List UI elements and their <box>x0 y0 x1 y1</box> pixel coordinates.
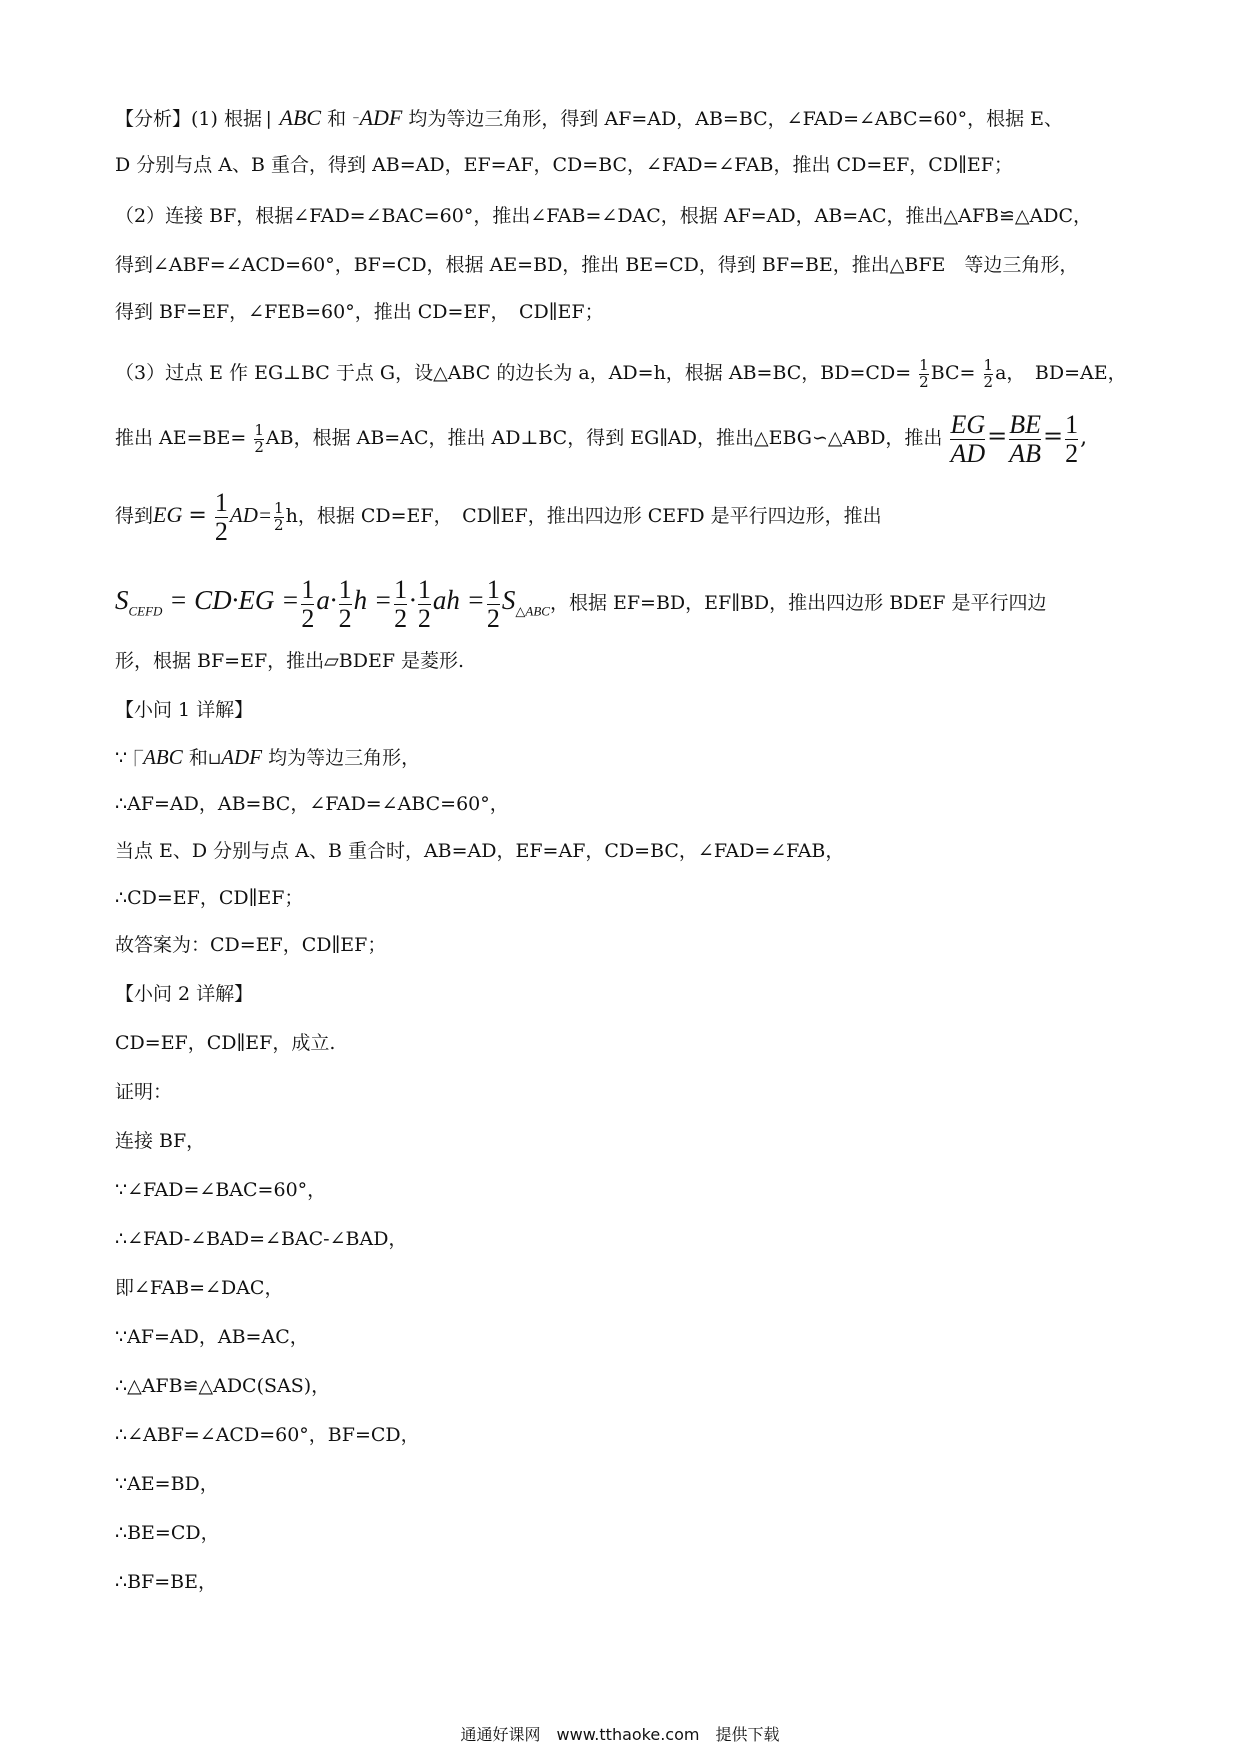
analysis-text: ，根据 EF=BD，EF∥BD，推出四边形 BDEF 是平行四边 <box>549 592 1047 614</box>
fraction-one-half-large: $\frac{1}{2}$ <box>1065 410 1079 468</box>
math-eg: EG <box>153 502 183 527</box>
analysis-text: AB，根据 AB=AC，推出 AD⊥BC，得到 EG∥AD，推出△EBG∽△ABD，推出 <box>265 427 943 449</box>
analysis-text: h，根据 CD=EF， CD∥EF，推出四边形 CEFD 是平行四边形，推出 <box>285 505 882 527</box>
q2-step-7: ∵AF=AD，AB=AC， <box>115 1326 309 1348</box>
triangle-adf: ADF <box>221 745 263 769</box>
analysis-text: BC= <box>930 362 982 384</box>
analysis-line-5: 得到 BF=EF，∠FEB=60°，推出 CD=EF， CD∥EF； <box>115 301 604 323</box>
analysis-text: 【分析】(1) 根据 <box>115 108 268 130</box>
q2-step-12: ∴BF=BE， <box>115 1571 217 1593</box>
q1-step-3: 当点 E、D 分别与点 A、B 重合时，AB=AD，EF=AF，CD=BC，∠FAD=∠FAB， <box>115 840 845 862</box>
q2-step-4: ∵∠FAD=∠BAC=60°， <box>115 1179 327 1201</box>
q2-title: 【小问 2 详解】 <box>115 983 254 1005</box>
analysis-text: 均为等边三角形，得到 AF=AD，AB=BC，∠FAD=∠ABC=60°，根据 E、 <box>402 108 1063 130</box>
q2-step-3: 连接 BF， <box>115 1130 206 1152</box>
q2-step-1: CD=EF，CD∥EF，成立. <box>115 1032 336 1054</box>
fraction-one-half: $\frac{1}{2}$ <box>254 420 264 456</box>
q1-step-2: ∴AF=AD，AB=BC，∠FAD=∠ABC=60°， <box>115 793 509 815</box>
q1-step-1: ∵⎾ABC 和⊔ADF 均为等边三角形， <box>115 745 421 769</box>
analysis-text: 得到 <box>115 505 154 527</box>
math-ad: AD= <box>229 503 273 527</box>
q1-step-4: ∴CD=EF，CD∥EF； <box>115 887 304 909</box>
analysis-text: a， BD=AE， <box>995 362 1127 384</box>
fraction-one-half-large: $\frac{1}{2}$ <box>214 488 228 546</box>
page-footer: 通通好课网 www.tthaoke.com 提供下载 <box>460 1725 780 1744</box>
fraction-one-half-large: $\frac{1}{2}$ <box>417 575 431 633</box>
q2-step-10: ∵AE=BD， <box>115 1473 219 1495</box>
fraction-one-half: $\frac{1}{2}$ <box>983 355 994 391</box>
triangle-abc: ABC <box>279 105 322 130</box>
area-formula: $S_{CEFD} = CD\cdot EG$ = <box>115 585 300 619</box>
analysis-text: 和 <box>321 108 353 130</box>
fraction-one-half: $\frac{1}{2}$ <box>919 355 929 391</box>
q2-step-11: ∴BE=CD， <box>115 1522 220 1544</box>
q2-step-6: 即∠FAB=∠DAC， <box>115 1277 284 1299</box>
q2-step-5: ∴∠FAD-∠BAD=∠BAC-∠BAD， <box>115 1228 408 1250</box>
q2-step-9: ∴∠ABF=∠ACD=60°，BF=CD， <box>115 1424 420 1446</box>
q1-title: 【小问 1 详解】 <box>115 699 254 721</box>
analysis-text: 推出 AE=BE= <box>115 427 253 449</box>
analysis-line-7: 推出 AE=BE= $\frac{1}{2}$ AB，根据 AB=AC，推出 AD⊥BC，得到 EG∥AD，推出△EBG∽△ABD，推出 $\frac{EG}{AD}$ = $\frac{BE}{AB}$ = $\frac{1}{2}$ , <box>115 410 1088 468</box>
analysis-line-1: 【分析】(1) 根据 ▏ABC 和 ⁻ADF 均为等边三角形，得到 AF=AD，AB=BC，∠FAD=∠ABC=60°，根据 E、 <box>115 105 1063 130</box>
q2-step-8: ∴△AFB≌△ADC(SAS)， <box>115 1375 331 1397</box>
q2-step-2: 证明： <box>115 1081 173 1103</box>
analysis-line-10: 形，根据 BF=EF，推出▱BDEF 是菱形. <box>115 650 465 672</box>
analysis-line-4: 得到∠ABF=∠ACD=60°，BF=CD，根据 AE=BD，推出 BE=CD，得到 BF=BE，推出△BFE 等边三角形， <box>115 254 1079 276</box>
fraction-eg-over-ad: $\frac{EG}{AD}$ <box>950 410 986 468</box>
fraction-one-half-large: $\frac{1}{2}$ <box>338 575 352 633</box>
fraction-one-half: $\frac{1}{2}$ <box>274 498 284 534</box>
triangle-abc: ABC <box>143 745 183 769</box>
triangle-adf: ADF <box>359 105 403 130</box>
analysis-line-6 <box>115 353 1130 393</box>
analysis-line-8: 得到EG = $\frac{1}{2}$ AD= $\frac{1}{2}$ h，根据 CD=EF， CD∥EF，推出四边形 CEFD 是平行四边形，推出 <box>115 488 882 546</box>
q1-answer: 故答案为：CD=EF，CD∥EF； <box>115 934 387 956</box>
fraction-be-over-ab: $\frac{BE}{AB}$ <box>1009 410 1042 468</box>
fraction-one-half-large: $\frac{1}{2}$ <box>486 575 500 633</box>
analysis-line-3: （2）连接 BF，根据∠FAD=∠BAC=60°，推出∠FAB=∠DAC，根据 AF=AD，AB=AC，推出△AFB≌△ADC， <box>115 205 1092 227</box>
fraction-one-half-large: $\frac{1}{2}$ <box>394 575 408 633</box>
analysis-line-2: D 分别与点 A、B 重合，得到 AB=AD，EF=AF，CD=BC，∠FAD=∠FAB，推出 CD=EF，CD∥EF； <box>115 154 1013 176</box>
analysis-line-9: $S_{CEFD} = CD\cdot EG$ = $\frac{1}{2}$ a· $\frac{1}{2}$ h = $\frac{1}{2}$ · $\frac{1}{2}$ ah = $\frac{1}{2}$ $S_{\triangle ABC}$，根据 EF=BD，EF∥BD，推出四边形 BDEF 是平行四边 <box>115 575 1047 633</box>
analysis-text: （3）过点 E 作 EG⊥BC 于点 G，设△ABC 的边长为 a，AD=h，根据 AB=BC，BD=CD= <box>115 362 918 384</box>
fraction-one-half-large: $\frac{1}{2}$ <box>301 575 315 633</box>
